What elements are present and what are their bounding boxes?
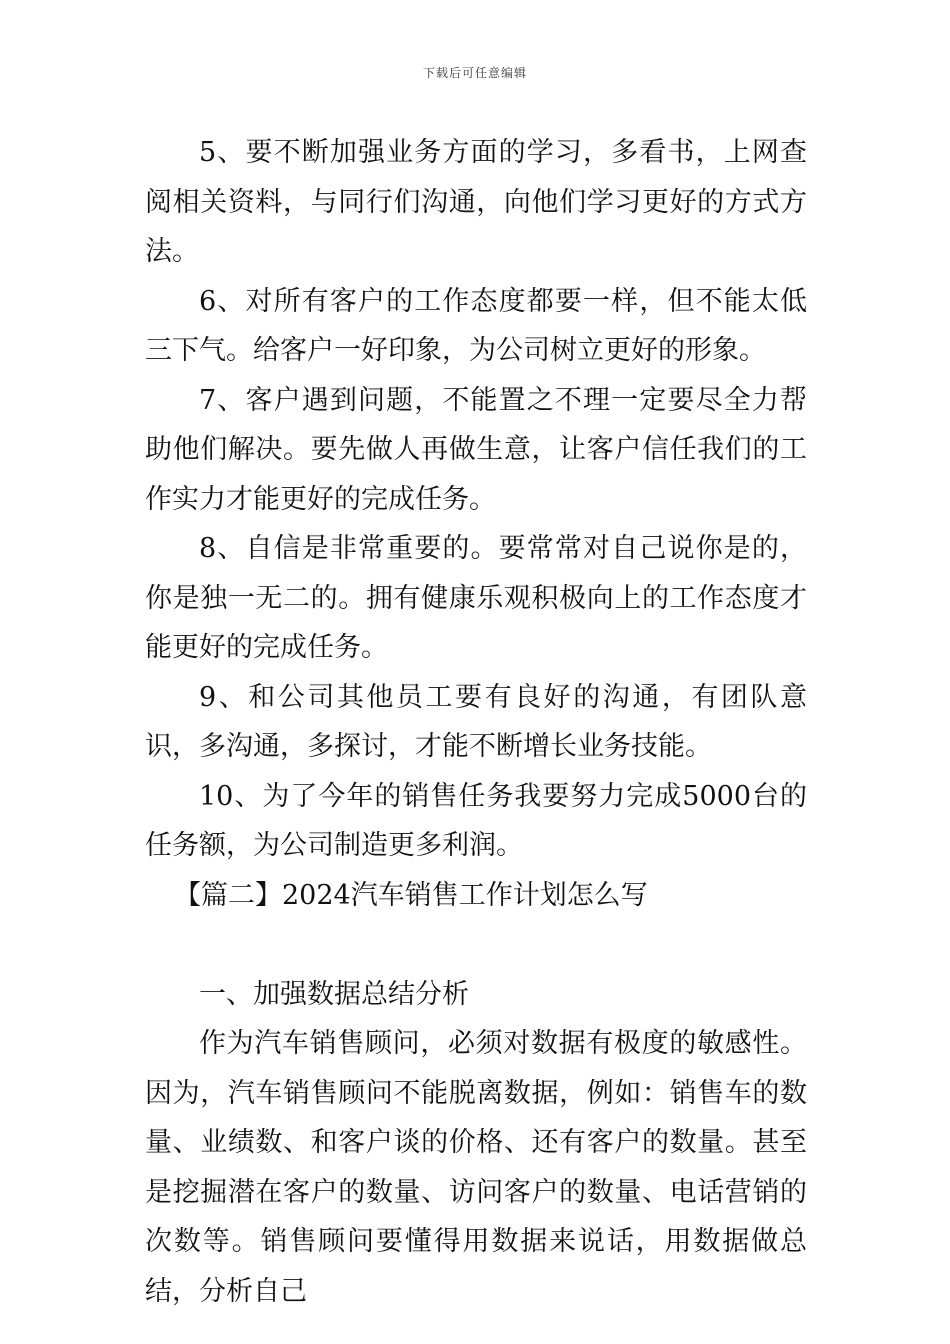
page-header-note: 下载后可任意编辑 <box>422 66 527 80</box>
paragraph-item-9: 9、和公司其他员工要有良好的沟通，有团队意识，多沟通，多探讨，才能不断增长业务技能。 <box>145 681 807 762</box>
paragraph-item-6: 6、对所有客户的工作态度都要一样，但不能太低三下气。给客户一好印象，为公司树立更好的形象。 <box>145 285 807 366</box>
paragraph-item-5: 5、要不断加强业务方面的学习，多看书，上网查阅相关资料，与同行们沟通，向他们学习更好的方式方法。 <box>145 137 807 267</box>
paragraph-item-8: 8、自信是非常重要的。要常常对自己说你是的，你是独一无二的。拥有健康乐观积极向上的工作态度才能更好的完成任务。 <box>145 533 807 663</box>
document-body <box>145 128 807 1316</box>
body-paragraph: 作为汽车销售顾问，必须对数据有极度的敏感性。因为，汽车销售顾问不能脱离数据，例如：销售车的数量、业绩数、和客户谈的价格、还有客户的数量。甚至是挖掘潜在客户的数量、访问客户的数量、电话营销的次数等。销售顾问要懂得用数据来说话，用数据做总结，分析自己 <box>145 1028 807 1307</box>
paragraph-item-10: 10、为了今年的销售任务我要努力完成5000台的任务额，为公司制造更多利润。 <box>145 780 807 861</box>
section-title: 一、加强数据总结分析 <box>199 978 469 1010</box>
paragraph-item-7: 7、客户遇到问题，不能置之不理一定要尽全力帮助他们解决。要先做人再做生意，让客户信任我们的工作实力才能更好的完成任务。 <box>145 384 807 515</box>
article-heading: 【篇二】2024汽车销售工作计划怎么写 <box>174 879 648 911</box>
